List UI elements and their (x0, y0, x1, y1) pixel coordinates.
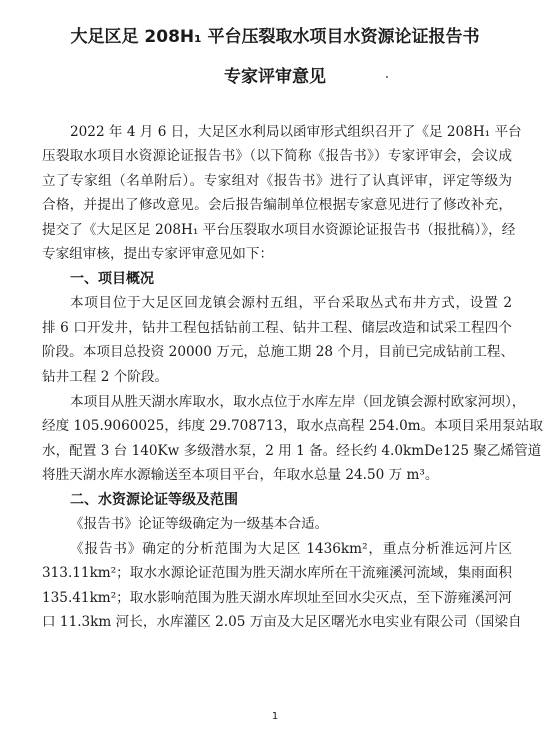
document-title: 大足区足 208H₁ 平台压裂取水项目水资源论证报告书 (70, 27, 480, 47)
paragraph-line: 水，配置 3 台 140Kw 多级潜水泵，2 用 1 备。经长约 4.0kmDe125 聚乙烯管道 (42, 443, 542, 459)
paragraph-line: 合格，并提出了修改意见。会后报告编制单位根据专家意见进行了修改补充， (42, 197, 512, 213)
section-heading-grade-and-scope: 二、水资源论证等级及范围 (70, 492, 238, 508)
paragraph-line: 本项目位于大足区回龙镇会源村五组，平台采取丛式布井方式，设置 2 (70, 295, 512, 311)
paragraph-line: 阶段。本项目总投资 20000 万元，总施工期 28 个月，目前已完成钻前工程、 (42, 344, 515, 360)
paragraph-line: 排 6 口开发井，钻井工程包括钻前工程、钻井工程、储层改造和试采工程四个 (42, 320, 512, 336)
page-number: 1 (271, 711, 279, 722)
paragraph-line: 《报告书》确定的分析范围为大足区 1436km²，重点分析淮远河片区 (70, 541, 512, 557)
paragraph-line: 313.11km²；取水水源论证范围为胜天湖水库所在干流雍溪河流域，集雨面积 (42, 565, 512, 581)
paragraph-line: 专家组审核，提出专家评审意见如下： (42, 246, 274, 262)
paragraph-line: 经度 105.9060025，纬度 29.708713，取水点高程 254.0m。本项目采用泵站取 (42, 418, 543, 434)
paragraph-line: 《报告书》论证等级确定为一级基本合适。 (70, 516, 329, 532)
paragraph-line: 2022 年 4 月 6 日，大足区水利局以函审形式组织召开了《足 208H₁ 平台 (70, 124, 522, 140)
paragraph-line: 本项目从胜天湖水库取水，取水点位于水库左岸（回龙镇会源村欧家河坝）， (70, 394, 526, 410)
paragraph-line: 提交了《大足区足 208H₁ 平台压裂取水项目水资源论证报告书（报批稿）》，经 (42, 222, 516, 238)
document-subtitle: 专家评审意见 (224, 67, 326, 87)
paragraph-line: 口 11.3km 河长，水库灌区 2.05 万亩及大足区曙光水电实业有限公司（国梁自 (42, 614, 522, 630)
paragraph-line: 钻井工程 2 个阶段。 (42, 369, 169, 385)
paragraph-line: 135.41km²；取水影响范围为胜天湖水库坝址至回水尖灭点，至下游雍溪河河 (42, 590, 512, 606)
paragraph-line: 立了专家组（名单附后）。专家组对《报告书》进行了认真评审，评定等级为 (42, 173, 512, 189)
paragraph-line: 将胜天湖水库水源输送至本项目平台，年取水总量 24.50 万 m³。 (42, 467, 439, 483)
section-heading-project-overview: 一、项目概况 (70, 271, 154, 287)
paragraph-line: 压裂取水项目水资源论证报告书》（以下简称《报告书》）专家评审会，会议成 (42, 148, 512, 164)
